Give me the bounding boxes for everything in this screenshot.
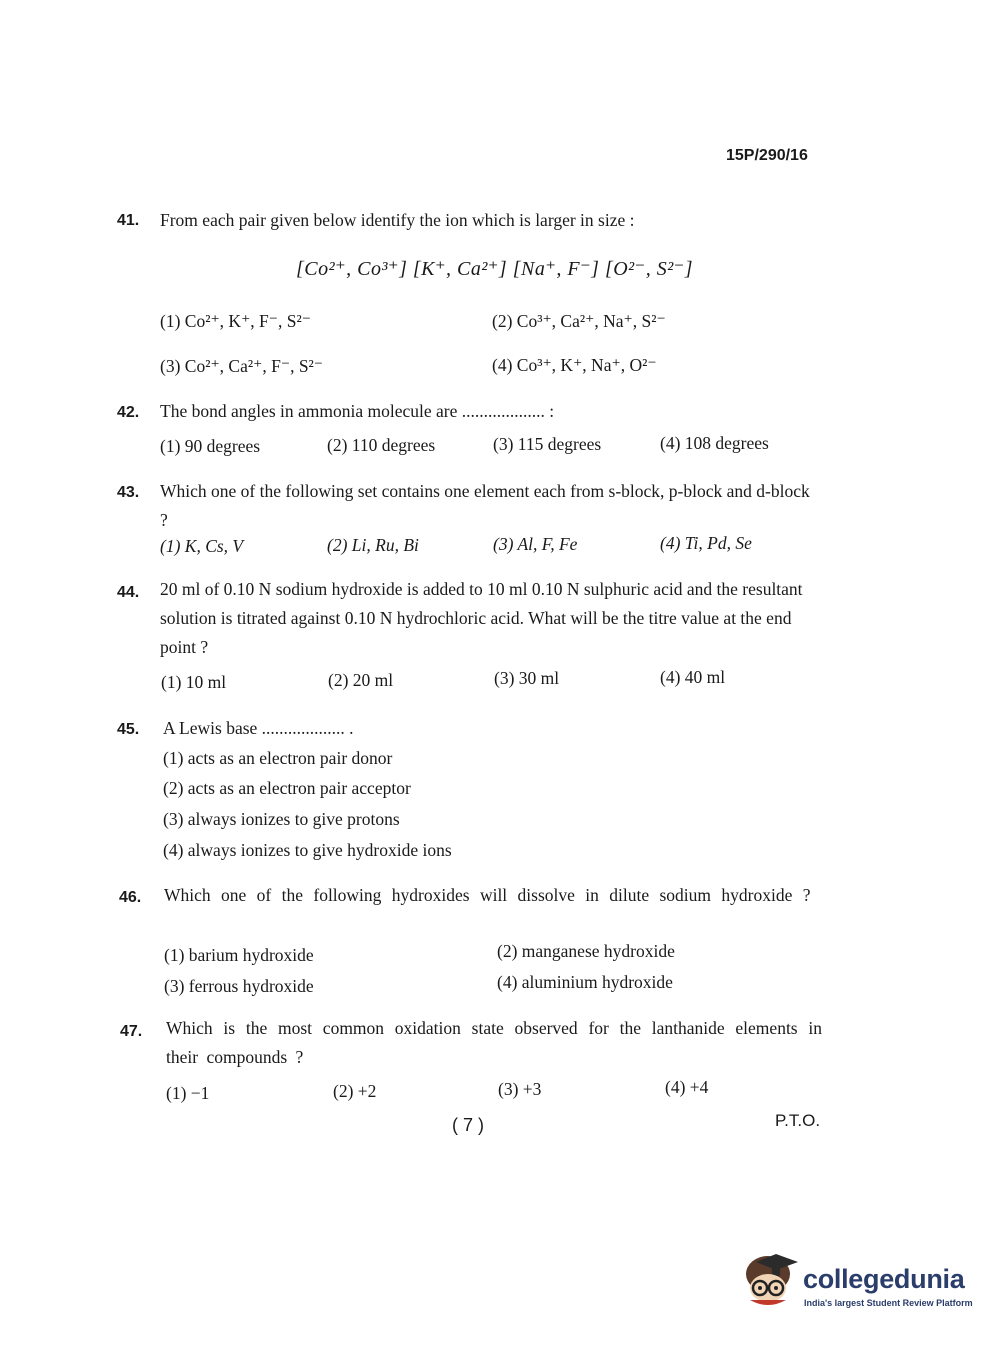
question-number: 41. [117, 212, 140, 229]
option: (3) Al, F, Fe [493, 534, 578, 554]
option: (1) 90 degrees [160, 436, 261, 456]
question-number: 46. [119, 889, 142, 906]
option: (3) +3 [498, 1079, 542, 1099]
question-number: 43. [117, 484, 140, 501]
option: (3) 115 degrees [493, 434, 602, 454]
question-number: 42. [117, 404, 140, 421]
option: (1) K, Cs, V [160, 536, 244, 556]
option: (1) barium hydroxide [164, 945, 314, 965]
option: (4) aluminium hydroxide [497, 972, 673, 992]
pto-label: P.T.O. [775, 1111, 821, 1130]
question-text: A Lewis base ................... . [163, 718, 354, 738]
option: (3) 30 ml [494, 668, 560, 688]
option: (3) ferrous hydroxide [164, 976, 314, 996]
option: (4) always ionizes to give hydroxide ions [163, 840, 452, 860]
brand-name: collegedunia [803, 1264, 965, 1294]
question-text: 20 ml of 0.10 N sodium hydroxide is added to 10 ml 0.10 N sulphuric acid and the resultant solution is titrated against 0.10 N hydrochloric acid. What will be the titre value at the end point ? [160, 579, 803, 657]
option: (4) 108 degrees [660, 433, 769, 453]
option: (1) acts as an electron pair donor [163, 748, 393, 768]
option: (2) 110 degrees [327, 435, 436, 455]
question-text: From each pair given below identify the ion which is larger in size : [160, 210, 635, 230]
option: (3) Co²⁺, Ca²⁺, F⁻, S²⁻ [160, 356, 324, 376]
question-text: Which is the most common oxidation state observed for the lanthanide elements in their compounds ? [166, 1018, 822, 1067]
option: (2) +2 [333, 1081, 377, 1101]
paper-code: 15P/290/16 [726, 147, 808, 164]
option: (3) always ionizes to give protons [163, 809, 400, 829]
page-number: ( 7 ) [452, 1115, 485, 1135]
option: (2) 20 ml [328, 670, 394, 690]
option: (2) Co³⁺, Ca²⁺, Na⁺, S²⁻ [492, 311, 666, 331]
ion-pairs: [Co²⁺, Co³⁺] [K⁺, Ca²⁺] [Na⁺, F⁻] [O²⁻, S²⁻] [296, 258, 694, 280]
question-text: Which one of the following set contains one element each from s-block, p-block and d-block ? [160, 481, 810, 530]
option: (2) acts as an electron pair acceptor [163, 778, 411, 798]
option: (2) manganese hydroxide [497, 941, 675, 961]
question-number: 44. [117, 584, 140, 601]
question-text: The bond angles in ammonia molecule are ................... : [160, 401, 555, 421]
option: (4) 40 ml [660, 667, 726, 687]
option: (4) +4 [665, 1077, 709, 1097]
option: (1) 10 ml [161, 672, 227, 692]
question-number: 45. [117, 721, 140, 738]
option: (4) Ti, Pd, Se [660, 533, 752, 553]
option: (2) Li, Ru, Bi [327, 535, 419, 555]
brand-logo-icon [742, 1252, 806, 1310]
option: (1) Co²⁺, K⁺, F⁻, S²⁻ [160, 311, 311, 331]
option: (4) Co³⁺, K⁺, Na⁺, O²⁻ [492, 355, 657, 375]
question-text: Which one of the following hydroxides will dissolve in dilute sodium hydroxide ? [164, 885, 811, 905]
brand-tagline: India's largest Student Review Platform [804, 1298, 973, 1308]
option: (1) −1 [166, 1083, 210, 1103]
question-number: 47. [120, 1023, 143, 1040]
